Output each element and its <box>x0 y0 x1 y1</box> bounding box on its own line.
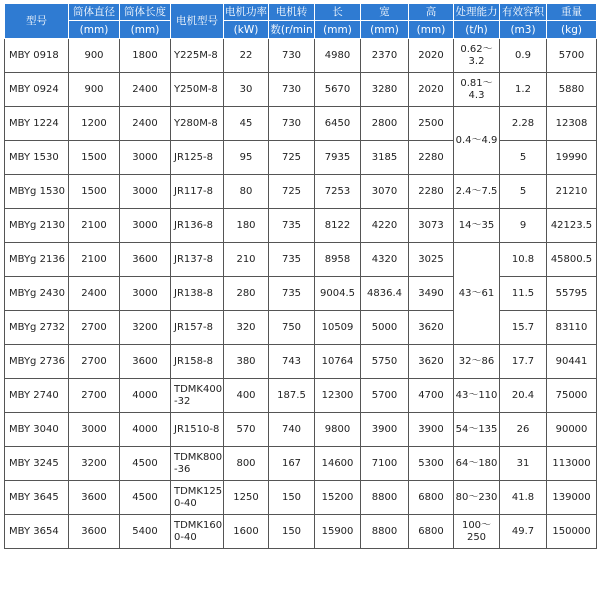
cell-power: 210 <box>224 243 269 277</box>
unit-motor-speed: 数(r/min <box>269 21 315 39</box>
cell-motor: JR117-8 <box>171 175 224 209</box>
cell-power: 380 <box>224 345 269 379</box>
cell-dim-h: 5300 <box>409 447 454 481</box>
cell-speed: 730 <box>269 107 315 141</box>
cell-length: 2400 <box>120 73 171 107</box>
table-row <box>5 175 597 209</box>
cell-dim-l: 10764 <box>315 345 361 379</box>
table-row <box>5 277 597 311</box>
header-length: 筒体长度 <box>120 4 171 21</box>
cell-diameter: 3600 <box>69 515 120 549</box>
cell-capacity: 80～230 <box>454 481 500 515</box>
cell-capacity: 64～180 <box>454 447 500 481</box>
table-row <box>5 39 597 73</box>
cell-speed: 743 <box>269 345 315 379</box>
cell-weight: 12308 <box>547 107 597 141</box>
cell-power: 320 <box>224 311 269 345</box>
cell-length: 4500 <box>120 447 171 481</box>
header-motor-power: 电机功率 <box>224 4 269 21</box>
cell-length: 3000 <box>120 175 171 209</box>
cell-power: 1600 <box>224 515 269 549</box>
cell-weight: 45800.5 <box>547 243 597 277</box>
cell-model: MBY 3040 <box>5 413 69 447</box>
cell-volume: 17.7 <box>500 345 547 379</box>
table-row <box>5 141 597 175</box>
table-row <box>5 413 597 447</box>
cell-diameter: 2400 <box>69 277 120 311</box>
cell-dim-h: 3900 <box>409 413 454 447</box>
header-diameter: 筒体直径 <box>69 4 120 21</box>
cell-dim-w: 3900 <box>361 413 409 447</box>
cell-weight: 5880 <box>547 73 597 107</box>
cell-speed: 725 <box>269 141 315 175</box>
cell-dim-w: 3070 <box>361 175 409 209</box>
cell-weight: 42123.5 <box>547 209 597 243</box>
cell-model: MBYg 2430 <box>5 277 69 311</box>
cell-weight: 90441 <box>547 345 597 379</box>
unit-volume: (m3) <box>500 21 547 39</box>
header-row-names <box>5 4 597 21</box>
cell-length: 3000 <box>120 141 171 175</box>
cell-volume: 49.7 <box>500 515 547 549</box>
table-row <box>5 447 597 481</box>
cell-volume: 5 <box>500 141 547 175</box>
cell-dim-h: 3073 <box>409 209 454 243</box>
cell-model: MBYg 2732 <box>5 311 69 345</box>
cell-dim-h: 6800 <box>409 481 454 515</box>
cell-volume: 10.8 <box>500 243 547 277</box>
cell-model: MBY 0918 <box>5 39 69 73</box>
cell-diameter: 2100 <box>69 243 120 277</box>
unit-diameter: (mm) <box>69 21 120 39</box>
cell-weight: 113000 <box>547 447 597 481</box>
table-row <box>5 73 597 107</box>
cell-dim-l: 7935 <box>315 141 361 175</box>
cell-speed: 740 <box>269 413 315 447</box>
cell-dim-l: 15200 <box>315 481 361 515</box>
cell-speed: 150 <box>269 481 315 515</box>
cell-capacity: 2.4～7.5 <box>454 175 500 209</box>
cell-dim-h: 2020 <box>409 73 454 107</box>
cell-diameter: 900 <box>69 39 120 73</box>
header-dim-width: 宽 <box>361 4 409 21</box>
cell-dim-w: 4836.4 <box>361 277 409 311</box>
spec-table-container <box>4 3 596 597</box>
cell-dim-h: 2020 <box>409 39 454 73</box>
cell-dim-l: 4980 <box>315 39 361 73</box>
cell-dim-l: 8958 <box>315 243 361 277</box>
cell-length: 3000 <box>120 209 171 243</box>
cell-power: 280 <box>224 277 269 311</box>
cell-weight: 150000 <box>547 515 597 549</box>
cell-dim-w: 2370 <box>361 39 409 73</box>
cell-speed: 187.5 <box>269 379 315 413</box>
cell-motor: Y250M-8 <box>171 73 224 107</box>
cell-weight: 5700 <box>547 39 597 73</box>
header-motor-model: 电机型号 <box>171 4 224 39</box>
cell-dim-w: 5750 <box>361 345 409 379</box>
cell-volume: 41.8 <box>500 481 547 515</box>
cell-motor: JR125-8 <box>171 141 224 175</box>
table-header <box>5 4 597 39</box>
cell-power: 95 <box>224 141 269 175</box>
unit-motor-power: (kW) <box>224 21 269 39</box>
cell-power: 180 <box>224 209 269 243</box>
cell-capacity: 100～250 <box>454 515 500 549</box>
cell-length: 5400 <box>120 515 171 549</box>
cell-diameter: 2700 <box>69 311 120 345</box>
cell-dim-h: 3620 <box>409 311 454 345</box>
cell-model: MBY 1530 <box>5 141 69 175</box>
cell-diameter: 2700 <box>69 379 120 413</box>
cell-dim-l: 15900 <box>315 515 361 549</box>
cell-weight: 55795 <box>547 277 597 311</box>
cell-dim-l: 5670 <box>315 73 361 107</box>
cell-speed: 150 <box>269 515 315 549</box>
cell-motor: TDMK400-32 <box>171 379 224 413</box>
cell-motor: JR157-8 <box>171 311 224 345</box>
cell-motor: JR138-8 <box>171 277 224 311</box>
cell-weight: 139000 <box>547 481 597 515</box>
header-dim-length: 长 <box>315 4 361 21</box>
cell-speed: 750 <box>269 311 315 345</box>
cell-dim-l: 14600 <box>315 447 361 481</box>
cell-dim-l: 7253 <box>315 175 361 209</box>
cell-capacity: 0.4～4.9 <box>454 107 500 175</box>
cell-motor: TDMK800-36 <box>171 447 224 481</box>
cell-model: MBY 3645 <box>5 481 69 515</box>
cell-power: 22 <box>224 39 269 73</box>
cell-capacity: 54～135 <box>454 413 500 447</box>
cell-dim-l: 9800 <box>315 413 361 447</box>
cell-dim-h: 2280 <box>409 141 454 175</box>
cell-weight: 90000 <box>547 413 597 447</box>
cell-speed: 730 <box>269 39 315 73</box>
cell-length: 4500 <box>120 481 171 515</box>
cell-dim-w: 8800 <box>361 481 409 515</box>
table-row <box>5 515 597 549</box>
cell-dim-w: 8800 <box>361 515 409 549</box>
unit-weight: (kg) <box>547 21 597 39</box>
cell-dim-l: 9004.5 <box>315 277 361 311</box>
cell-capacity: 0.81～4.3 <box>454 73 500 107</box>
cell-diameter: 1500 <box>69 141 120 175</box>
cell-dim-w: 5000 <box>361 311 409 345</box>
cell-capacity: 32～86 <box>454 345 500 379</box>
cell-motor: JR158-8 <box>171 345 224 379</box>
cell-speed: 730 <box>269 73 315 107</box>
cell-dim-w: 3280 <box>361 73 409 107</box>
cell-dim-h: 3490 <box>409 277 454 311</box>
cell-capacity: 14～35 <box>454 209 500 243</box>
cell-power: 400 <box>224 379 269 413</box>
cell-dim-h: 2280 <box>409 175 454 209</box>
table-row <box>5 379 597 413</box>
cell-diameter: 2700 <box>69 345 120 379</box>
cell-diameter: 900 <box>69 73 120 107</box>
cell-volume: 9 <box>500 209 547 243</box>
cell-capacity: 43～110 <box>454 379 500 413</box>
header-model: 型号 <box>5 4 69 39</box>
cell-model: MBY 0924 <box>5 73 69 107</box>
cell-dim-l: 6450 <box>315 107 361 141</box>
cell-power: 570 <box>224 413 269 447</box>
cell-speed: 735 <box>269 209 315 243</box>
cell-dim-l: 10509 <box>315 311 361 345</box>
cell-motor: Y225M-8 <box>171 39 224 73</box>
table-row <box>5 243 597 277</box>
cell-speed: 735 <box>269 243 315 277</box>
cell-length: 1800 <box>120 39 171 73</box>
cell-weight: 83110 <box>547 311 597 345</box>
cell-diameter: 1200 <box>69 107 120 141</box>
cell-model: MBY 1224 <box>5 107 69 141</box>
cell-dim-w: 4220 <box>361 209 409 243</box>
cell-length: 3600 <box>120 243 171 277</box>
cell-volume: 11.5 <box>500 277 547 311</box>
cell-length: 3200 <box>120 311 171 345</box>
cell-speed: 735 <box>269 277 315 311</box>
cell-length: 4000 <box>120 379 171 413</box>
cell-volume: 0.9 <box>500 39 547 73</box>
cell-dim-h: 6800 <box>409 515 454 549</box>
cell-length: 4000 <box>120 413 171 447</box>
cell-length: 3600 <box>120 345 171 379</box>
cell-power: 800 <box>224 447 269 481</box>
cell-model: MBY 3654 <box>5 515 69 549</box>
cell-length: 3000 <box>120 277 171 311</box>
cell-volume: 2.28 <box>500 107 547 141</box>
cell-volume: 15.7 <box>500 311 547 345</box>
cell-motor: JR137-8 <box>171 243 224 277</box>
cell-capacity: 0.62～3.2 <box>454 39 500 73</box>
cell-volume: 1.2 <box>500 73 547 107</box>
cell-volume: 5 <box>500 175 547 209</box>
cell-motor: TDMK1600-40 <box>171 515 224 549</box>
cell-model: MBYg 2736 <box>5 345 69 379</box>
cell-speed: 725 <box>269 175 315 209</box>
header-motor-speed: 电机转 <box>269 4 315 21</box>
cell-dim-w: 7100 <box>361 447 409 481</box>
cell-power: 45 <box>224 107 269 141</box>
cell-dim-w: 2800 <box>361 107 409 141</box>
table-row <box>5 107 597 141</box>
header-dim-height: 高 <box>409 4 454 21</box>
cell-model: MBY 3245 <box>5 447 69 481</box>
cell-motor: JR136-8 <box>171 209 224 243</box>
cell-length: 2400 <box>120 107 171 141</box>
cell-dim-h: 3620 <box>409 345 454 379</box>
header-weight: 重量 <box>547 4 597 21</box>
table-row <box>5 311 597 345</box>
cell-dim-l: 8122 <box>315 209 361 243</box>
header-volume: 有效容积 <box>500 4 547 21</box>
cell-dim-h: 3025 <box>409 243 454 277</box>
unit-length: (mm) <box>120 21 171 39</box>
unit-capacity: (t/h) <box>454 21 500 39</box>
cell-dim-h: 2500 <box>409 107 454 141</box>
cell-model: MBYg 2136 <box>5 243 69 277</box>
unit-dim-width: (mm) <box>361 21 409 39</box>
cell-volume: 31 <box>500 447 547 481</box>
cell-dim-w: 5700 <box>361 379 409 413</box>
table-body <box>5 39 597 549</box>
cell-diameter: 3000 <box>69 413 120 447</box>
cell-diameter: 3600 <box>69 481 120 515</box>
cell-weight: 21210 <box>547 175 597 209</box>
cell-volume: 20.4 <box>500 379 547 413</box>
cell-model: MBY 2740 <box>5 379 69 413</box>
cell-dim-l: 12300 <box>315 379 361 413</box>
spec-table <box>4 3 597 549</box>
cell-capacity: 43～61 <box>454 243 500 345</box>
cell-motor: TDMK1250-40 <box>171 481 224 515</box>
header-row-units <box>5 21 597 39</box>
cell-diameter: 2100 <box>69 209 120 243</box>
cell-power: 30 <box>224 73 269 107</box>
unit-dim-height: (mm) <box>409 21 454 39</box>
table-row <box>5 481 597 515</box>
cell-dim-w: 4320 <box>361 243 409 277</box>
cell-volume: 26 <box>500 413 547 447</box>
unit-dim-length: (mm) <box>315 21 361 39</box>
cell-power: 80 <box>224 175 269 209</box>
cell-power: 1250 <box>224 481 269 515</box>
cell-model: MBYg 1530 <box>5 175 69 209</box>
cell-weight: 19990 <box>547 141 597 175</box>
cell-model: MBYg 2130 <box>5 209 69 243</box>
cell-speed: 167 <box>269 447 315 481</box>
cell-diameter: 3200 <box>69 447 120 481</box>
table-row <box>5 209 597 243</box>
cell-dim-w: 3185 <box>361 141 409 175</box>
cell-diameter: 1500 <box>69 175 120 209</box>
cell-dim-h: 4700 <box>409 379 454 413</box>
cell-motor: JR1510-8 <box>171 413 224 447</box>
cell-weight: 75000 <box>547 379 597 413</box>
header-capacity: 处理能力 <box>454 4 500 21</box>
table-row <box>5 345 597 379</box>
cell-motor: Y280M-8 <box>171 107 224 141</box>
